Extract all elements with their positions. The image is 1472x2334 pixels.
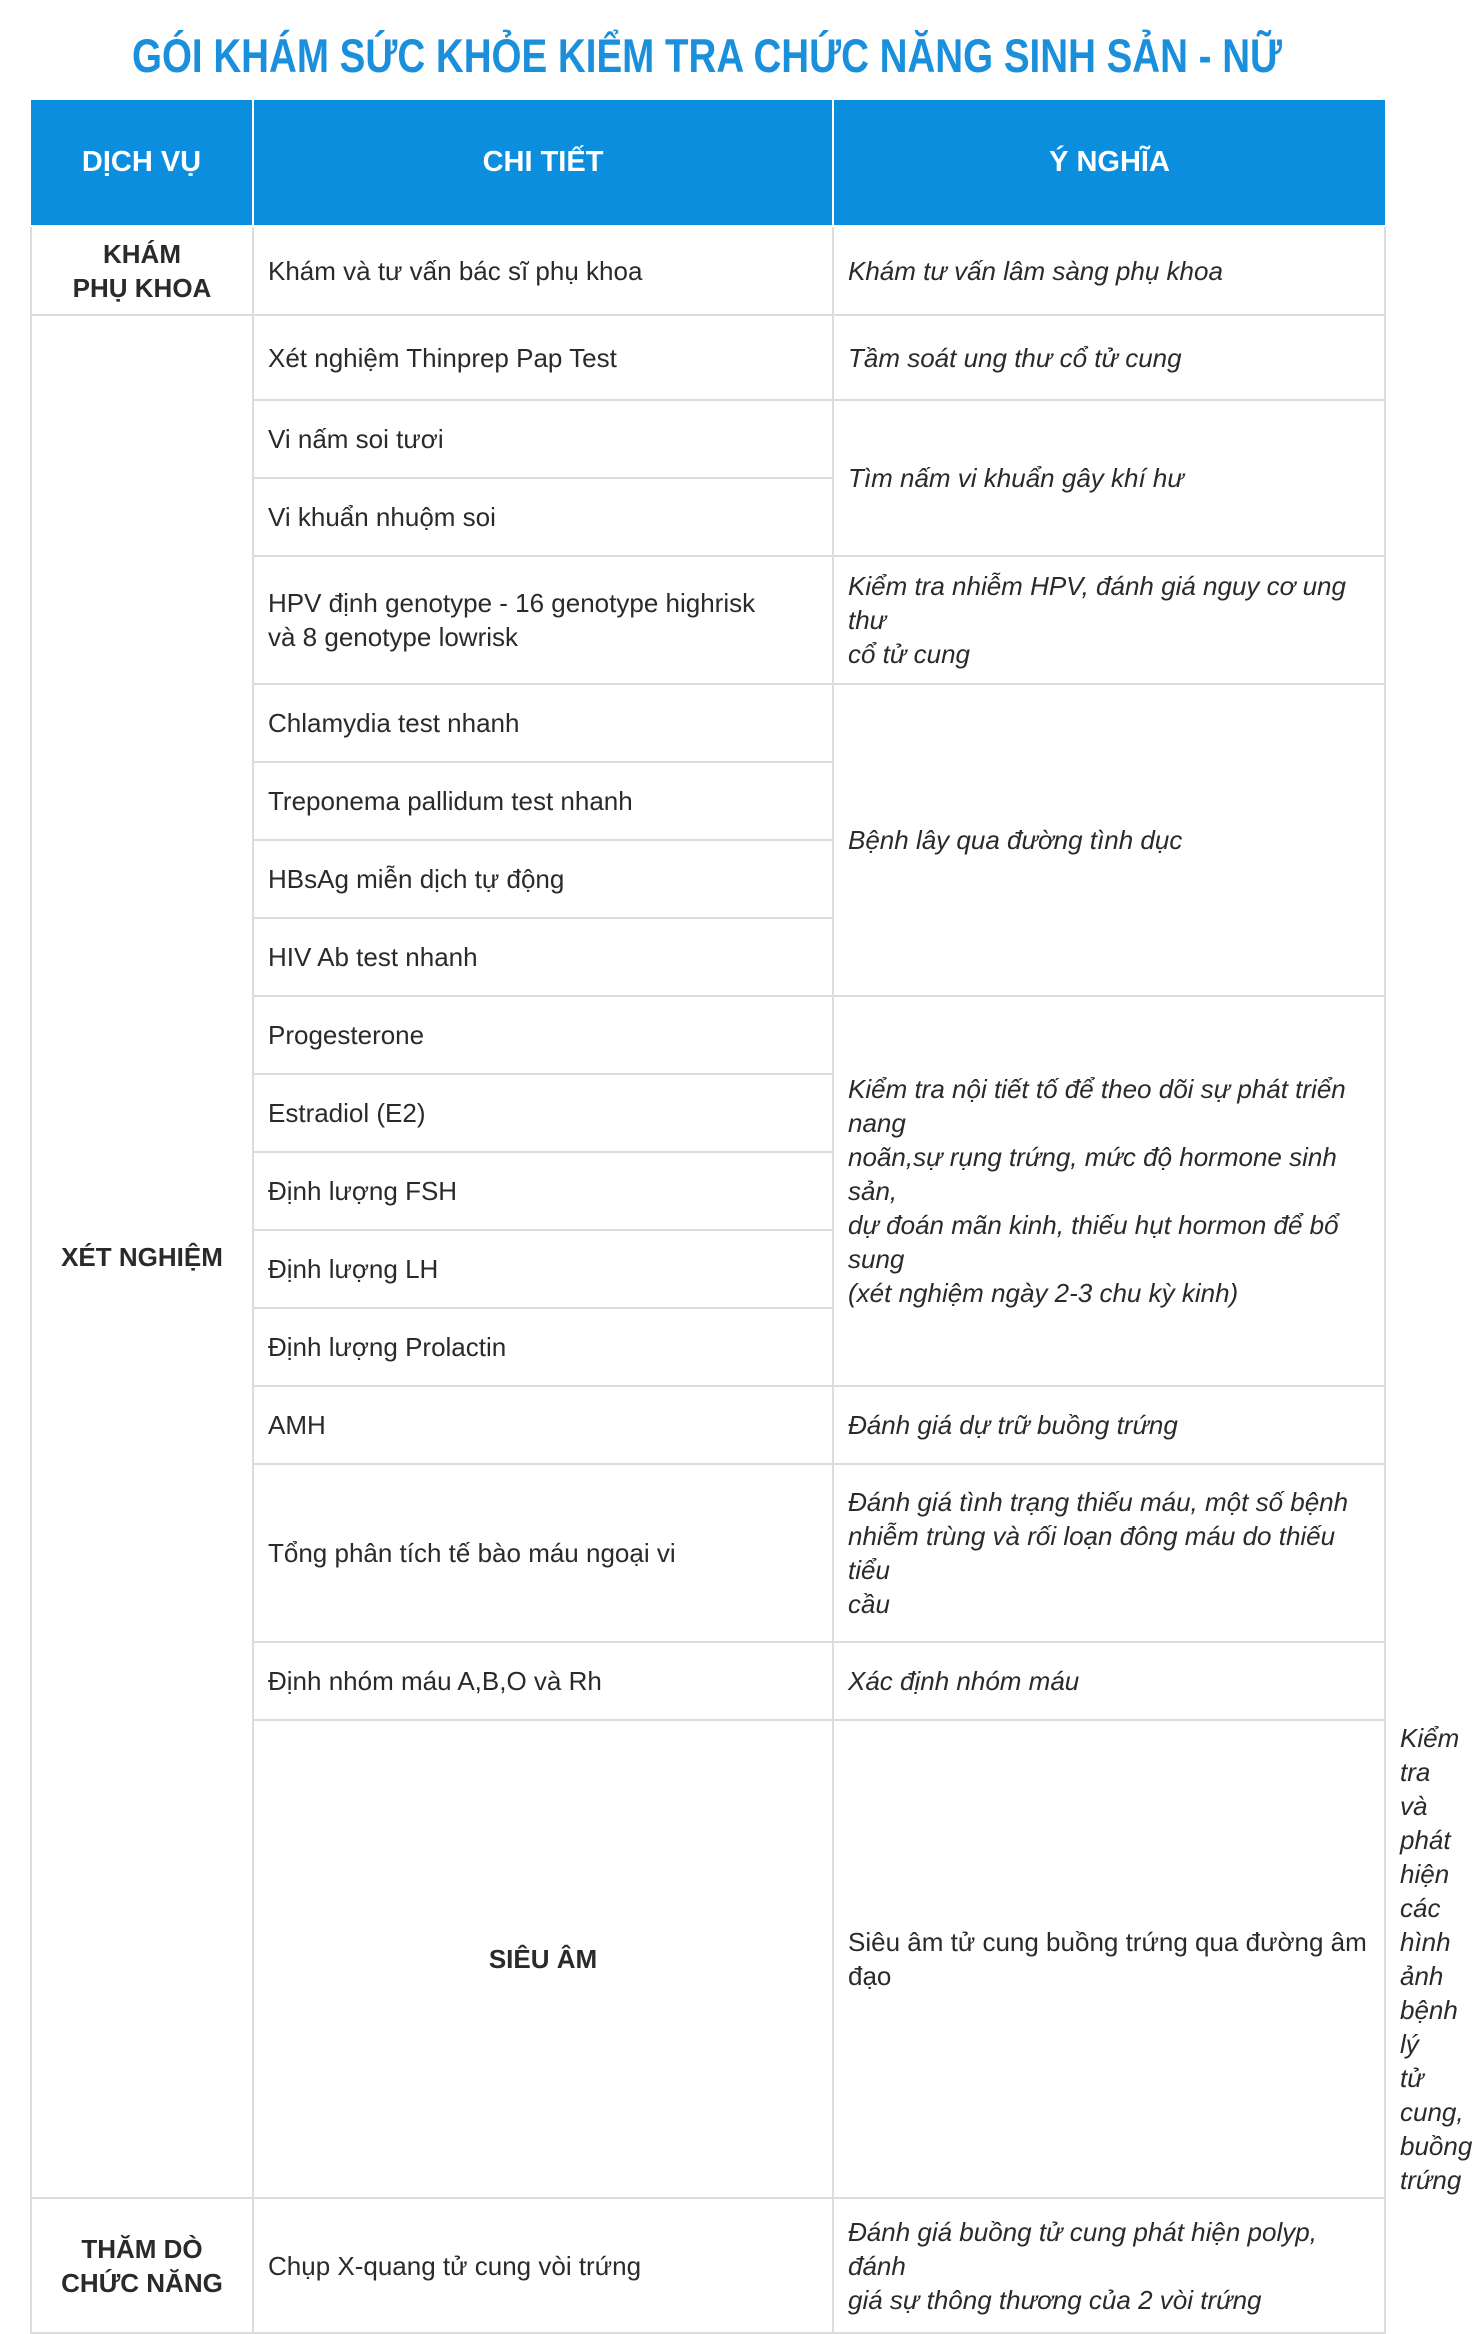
meaning-cell: Xác định nhóm máu (833, 1642, 1385, 1720)
table-row (31, 315, 1385, 400)
meaning-line: cầu (848, 1589, 890, 1619)
meaning-cell (833, 1464, 1385, 1642)
table-row: SIÊU ÂM Siêu âm tử cung buồng trứng qua đường âm đạo Kiểm tra và phát hiện các hình ảnh bệnh lý tử cung, buồng trứng (31, 1720, 1385, 2198)
service-sieu-am: SIÊU ÂM (253, 1720, 833, 2198)
detail-cell (253, 556, 833, 684)
detail-cell: Xét nghiệm Thinprep Pap Test (253, 315, 833, 400)
table-header-row (31, 100, 1385, 226)
meaning-line: Kiểm tra nội tiết tố để theo dõi sự phát triển nang (848, 1074, 1346, 1138)
meaning-line: nhiễm trùng và rối loạn đông máu do thiếu tiểu (848, 1521, 1336, 1585)
meaning-line: Kiểm tra nhiễm HPV, đánh giá nguy cơ ung thư (848, 571, 1346, 635)
detail-cell: Vi nấm soi tươi (253, 400, 833, 478)
meaning-cell: Tầm soát ung thư cổ tử cung (833, 315, 1385, 400)
detail-cell: Định lượng LH (253, 1230, 833, 1308)
service-tham-do-chuc-nang (31, 2198, 253, 2333)
meaning-cell (833, 556, 1385, 684)
page-title: GÓI KHÁM SỨC KHỎE KIỂM TRA CHỨC NĂNG SINH SẢN - NỮ (131, 29, 1283, 82)
detail-cell: Estradiol (E2) (253, 1074, 833, 1152)
meaning-line: (xét nghiệm ngày 2-3 chu kỳ kinh) (848, 1278, 1239, 1308)
service-label-line: THĂM DÒ (81, 2233, 203, 2264)
meaning-cell (833, 2198, 1385, 2333)
meaning-line: Đánh giá tình trạng thiếu máu, một số bệnh (848, 1487, 1349, 1517)
header-detail: CHI TIẾT (253, 100, 833, 226)
meaning-cell: Đánh giá dự trữ buồng trứng (833, 1386, 1385, 1464)
detail-cell: Chlamydia test nhanh (253, 684, 833, 762)
detail-cell: Chụp X-quang tử cung vòi trứng (253, 2198, 833, 2333)
meaning-line: giá sự thông thương của 2 vòi trứng (848, 2284, 1262, 2315)
meaning-cell (833, 996, 1385, 1386)
meaning-line: dự đoán mãn kinh, thiếu hụt hormon để bổ sung (848, 1210, 1339, 1274)
detail-cell: Progesterone (253, 996, 833, 1074)
header-meaning: Ý NGHĨA (833, 100, 1385, 226)
detail-cell: Vi khuẩn nhuộm soi (253, 478, 833, 556)
service-xet-nghiem: XÉT NGHIỆM (31, 315, 253, 2198)
detail-cell: AMH (253, 1386, 833, 1464)
detail-cell: Siêu âm tử cung buồng trứng qua đường âm đạo (833, 1720, 1385, 2198)
meaning-cell: Bệnh lây qua đường tình dục (833, 684, 1385, 996)
meaning-cell: Khám tư vấn lâm sàng phụ khoa (833, 226, 1385, 315)
detail-cell: HBsAg miễn dịch tự động (253, 840, 833, 918)
meaning-cell: Tìm nấm vi khuẩn gây khí hư (833, 400, 1385, 556)
detail-cell: HIV Ab test nhanh (253, 918, 833, 996)
service-label-line: CHỨC NĂNG (61, 2267, 223, 2298)
service-label-line: PHỤ KHOA (72, 272, 212, 303)
meaning-line: Đánh giá buồng tử cung phát hiện polyp, đánh (848, 2216, 1317, 2281)
meaning-line: cổ tử cung (848, 639, 970, 669)
detail-cell: Định lượng FSH (253, 1152, 833, 1230)
service-package-table (30, 100, 1472, 2334)
service-label-line: KHÁM (103, 238, 181, 269)
detail-cell: Treponema pallidum test nhanh (253, 762, 833, 840)
service-kham-phu-khoa (31, 226, 253, 315)
detail-cell: Khám và tư vấn bác sĩ phụ khoa (253, 226, 833, 315)
detail-cell: Định lượng Prolactin (253, 1308, 833, 1386)
detail-line: HPV định genotype - 16 genotype highrisk (268, 588, 756, 618)
meaning-line: noãn,sự rụng trứng, mức độ hormone sinh sản, (848, 1142, 1337, 1206)
table-row (31, 2198, 1385, 2333)
detail-line: và 8 genotype lowrisk (268, 622, 519, 652)
detail-cell: Tổng phân tích tế bào máu ngoại vi (253, 1464, 833, 1642)
header-service: DỊCH VỤ (31, 100, 253, 226)
table-row (31, 226, 1385, 315)
detail-cell: Định nhóm máu A,B,O và Rh (253, 1642, 833, 1720)
